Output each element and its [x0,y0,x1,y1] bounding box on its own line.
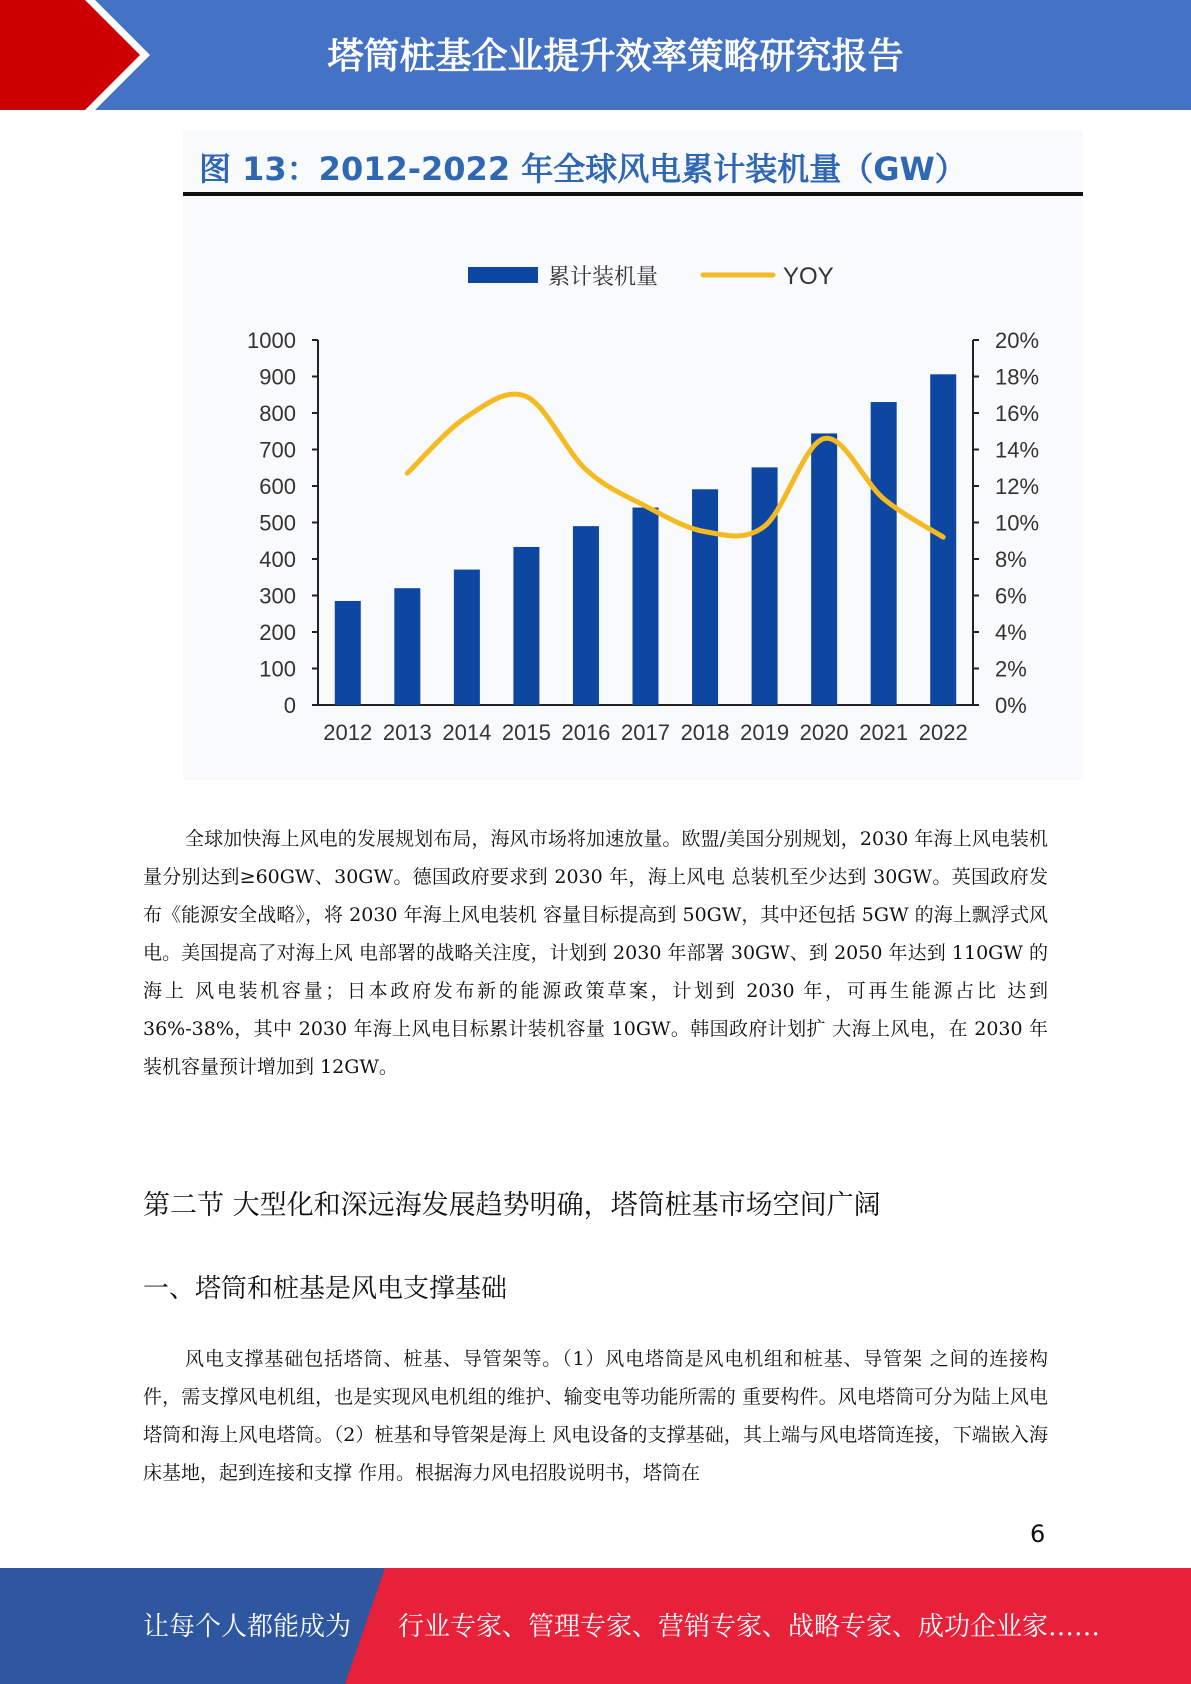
y-tick-label: 600 [259,474,296,499]
y-tick-label: 0 [283,693,296,718]
figure-13 [183,130,1083,780]
bar-2013 [394,588,420,705]
y2-tick-label: 18% [995,364,1040,390]
y-tick-label: 700 [259,437,296,463]
y2-tick-label: 12% [995,474,1040,499]
y-tick-label: 900 [259,364,296,390]
y-tick-label: 800 [259,401,296,426]
x-tick-label: 2018 [680,720,730,745]
legend-label-line: YOY [783,263,834,290]
x-tick-label: 2019 [740,720,790,745]
yoy-line [407,394,943,537]
x-tick-label: 2015 [501,720,551,745]
y2-tick-label: 2% [995,656,1027,682]
y-tick-label: 300 [259,583,296,609]
x-tick-label: 2022 [918,720,968,745]
bar-2016 [573,526,599,705]
y2-tick-label: 20% [995,328,1040,353]
bar-2015 [513,547,539,705]
page-footer [0,1568,1191,1684]
x-tick-label: 2017 [621,720,670,745]
sub-heading: 一、塔筒和桩基是风电支撑基础 [143,1274,508,1304]
wind-capacity-chart [183,130,1083,780]
x-tick-label: 2013 [382,720,432,745]
y2-tick-label: 8% [995,547,1027,572]
bar-2019 [752,467,778,705]
bar-2012 [335,601,361,705]
page-number: 6 [1030,1520,1046,1548]
y2-tick-label: 16% [995,401,1040,426]
bar-2022 [930,374,956,705]
paragraph-support-foundation: 风电支撑基础包括塔筒、桩基、导管架等。（1）风电塔筒是风电机组和桩基、导管架 之间的连接构件，需支撑风电机组，也是实现风电机组的维护、输变电等功能所需的 重要构件。风电塔筒可分为陆上风电塔筒和海上风电塔筒。（2）桩基和导管架是海上 风电设备的支撑基础，其上端与风电塔筒连接，下端嵌入海床基地，起到连接和支撑 作用。根据海力风电招股说明书，塔筒在 [143,1348,1048,1484]
bar-2014 [454,570,480,705]
y-tick-label: 200 [259,620,296,645]
x-tick-label: 2021 [859,720,909,745]
x-tick-label: 2014 [442,720,492,745]
figure-title: 图 13：2012-2022 年全球风电累计装机量（GW） [199,150,967,188]
legend-swatch-bar [468,267,538,283]
y2-tick-label: 6% [995,583,1027,609]
y-tick-label: 500 [259,510,296,536]
page-header [0,0,1191,110]
y2-tick-label: 14% [995,437,1040,463]
bar-2021 [871,402,897,705]
footer-slogan-left: 让每个人都能成为 [143,1612,352,1642]
x-tick-label: 2016 [561,720,611,745]
paragraph-offshore-wind-plans: 全球加快海上风电的发展规划布局，海风市场将加速放量。欧盟/美国分别规划，2030 年海上风电装机量分别达到≥60GW、30GW。德国政府要求到 2030 年，海上风电 总装机至少达到 30GW。英国政府发布《能源安全战略》，将 2030 年海上风电装机 容量目标提高到 50GW，其中还包括 5GW 的海上飘浮式风电。美国提高了对海上风 电部署的战略关注度，计划到 2030 年部署 30GW、到 2050 年达到 110GW 的海上 风电装机容量；日本政府发布新的能源政策草案，计划到 2030 年，可再生能源占比 达到 36%-38%，其中 2030 年海上风电目标累计装机容量 10GW。韩国政府计划扩 大海上风电，在 2030 年装机容量预计增加到 12GW。 [143,828,1048,1078]
y2-tick-label: 10% [995,510,1040,536]
legend-label-bar: 累计装机量 [548,265,659,290]
document-title: 塔筒桩基企业提升效率策略研究报告 [327,36,904,77]
y2-tick-label: 0% [995,693,1027,718]
y-tick-label: 400 [259,547,296,572]
x-tick-label: 2012 [323,720,373,745]
bar-2017 [633,508,659,705]
footer-slogan-right: 行业专家、管理专家、营销专家、战略专家、成功企业家…… [398,1612,1101,1642]
section-heading: 第二节 大型化和深远海发展趋势明确，塔筒桩基市场空间广阔 [143,1190,881,1221]
x-tick-label: 2020 [799,720,849,745]
y2-tick-label: 4% [995,620,1027,645]
bar-2018 [692,489,718,705]
y-tick-label: 1000 [247,328,296,353]
bar-2020 [811,433,837,705]
y-tick-label: 100 [259,656,296,682]
